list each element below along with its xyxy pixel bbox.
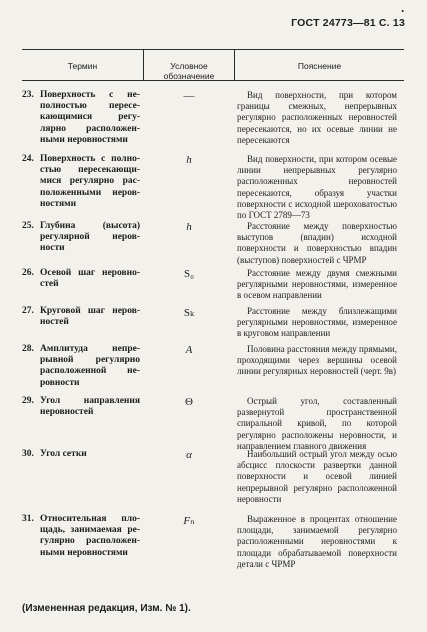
row-number: 29.: [22, 396, 34, 406]
header-symbol: Условное обозначение: [163, 61, 215, 81]
header-explanation: Пояснение: [297, 61, 342, 71]
row-symbol: Θ: [185, 396, 193, 408]
row-symbol: Sₖ: [183, 307, 195, 319]
row-number: 31.: [22, 514, 34, 524]
amendment-note: (Измененная редакция, Изм. № 1).: [22, 603, 191, 614]
row-symbol: S₀: [184, 268, 194, 280]
row-number: 26.: [22, 268, 34, 278]
row-symbol: h: [186, 221, 192, 233]
row-term: Круговой шаг неров-ностей: [40, 306, 140, 328]
header-term: Термин: [67, 61, 98, 71]
row-explanation: Расстояние между двумя смежными регулярными неровностями, измеренное в осевом направлении: [237, 268, 397, 301]
row-term: Осевой шаг неровно-стей: [40, 268, 140, 290]
row-explanation: Острый угол, составленный развернутой пространственной спиральной кривой, по которой регулярно расположены неровности, и направлением главного движения: [237, 396, 397, 451]
row-term: Поверхность с полно-стью пересекающи-мися регулярно рас-положенными неров-ностями: [40, 154, 140, 209]
row-term: Угол сетки: [40, 449, 87, 459]
row-symbol: Fₙ: [183, 515, 195, 527]
row-symbol: A: [185, 344, 193, 356]
row-explanation: Расстояние между близлежащими регулярными неровностями, измеренное в круговом направлении: [237, 306, 397, 339]
row-explanation: Наибольший острый угол между осью абсцисс плоскости развертки данной поверхности и осевой линией непрерывной регулярно расположенной неровности: [237, 449, 397, 504]
row-term: Амплитуда непре-рывной регулярно расположенной не-ровности: [40, 344, 140, 388]
row-number: 24.: [22, 154, 34, 164]
row-term: Глубина (высота) регулярной неров-ности: [40, 221, 140, 254]
row-explanation: Выраженное в процентах отношение площади, занимаемой регулярно расположенными неровностями к площади обрабатываемой поверхности детали с ЧРМР: [237, 514, 397, 569]
row-number: 27.: [22, 306, 34, 316]
row-number: 23.: [22, 90, 34, 100]
row-term: Поверхность с не-полностью пересе-кающимися регу-лярно расположен-ными неровностями: [40, 90, 140, 145]
row-number: 28.: [22, 344, 34, 354]
row-explanation: Расстояние между поверхностью выступов (впадин) исходной поверхности и поверхностью впадин (выступов) поверхностей с ЧРМР: [237, 221, 397, 265]
row-symbol: α: [186, 449, 192, 461]
row-explanation: Вид поверхности, при котором границы смежных, непрерывных регулярно расположенных неровностей пересекаются, но их осевые линии не пересекаются: [237, 90, 397, 145]
row-term: Относительная пло-щадь, занимаемая ре-гулярно расположен-ными неровностями: [40, 514, 140, 558]
row-explanation: Вид поверхности, при котором осевые линии непрерывных регулярно расположенных неровностей пересекаются, образуя участки поверхности с исходной шероховатостью по ГОСТ 2789—73: [237, 154, 397, 221]
page-header: ГОСТ 24773—81 С. 13: [291, 17, 405, 29]
row-number: 30.: [22, 449, 34, 459]
row-explanation: Половина расстояния между прямыми, проходящими через вершины осевой линии регулярных неровностей (черт. 9в): [237, 344, 397, 377]
page-mark: •: [401, 7, 404, 16]
table-top-rule: [22, 49, 404, 50]
row-term: Угол направления неровностей: [40, 396, 140, 418]
row-number: 25.: [22, 221, 34, 231]
row-symbol: h: [186, 154, 192, 166]
row-symbol: —: [183, 90, 195, 102]
